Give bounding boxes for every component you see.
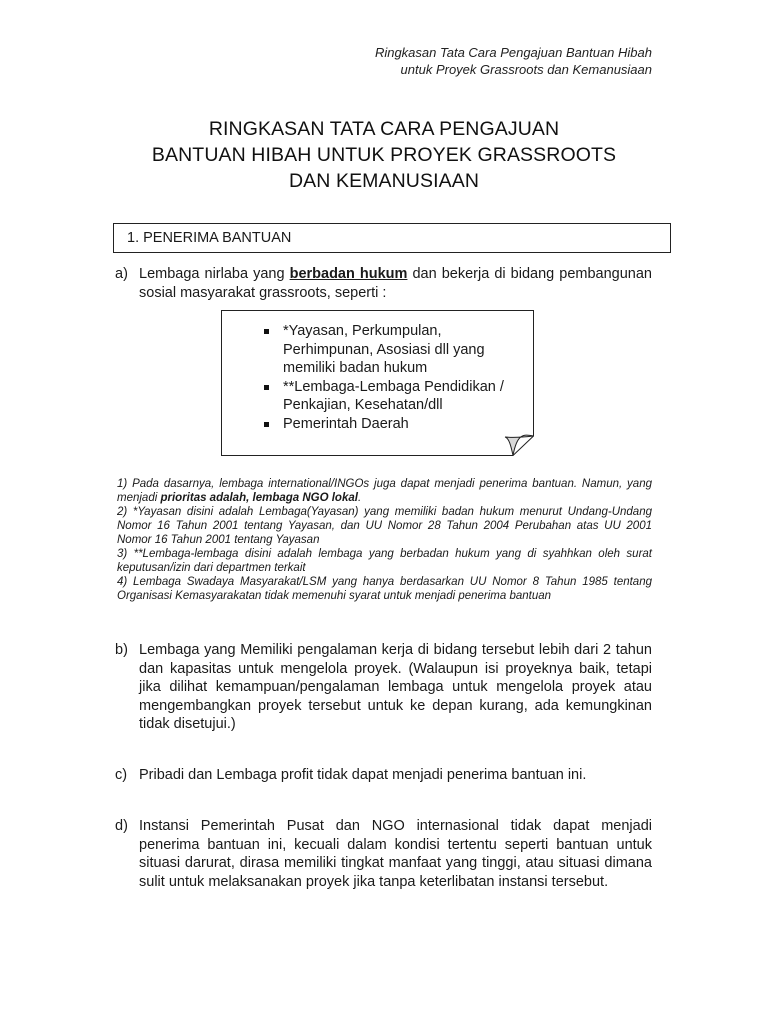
footnote-4: 4) Lembaga Swadaya Masyarakat/LSM yang hanya berdasarkan UU Nomor 8 Tahun 1985 tentang Organisasi Kemasyarakatan tidak memenuhi syarat untuk menjadi penerima bantuan (117, 576, 652, 602)
paragraph-a-marker: a) (115, 266, 128, 282)
footnote-1-text: 1) Pada dasarnya, lembaga international/INGOs juga dapat menjadi penerima bantuan. Namun, yang menjadi (117, 478, 652, 504)
title-line-1: RINGKASAN TATA CARA PENGAJUAN (208, 118, 560, 140)
title-line-3: DAN KEMANUSIAAN (288, 170, 480, 192)
paragraph-a (115, 265, 652, 302)
square-bullet-icon (264, 385, 269, 390)
running-header-line-1: Ringkasan Tata Cara Pengajuan Bantuan Hibah (374, 45, 652, 60)
section-heading-box (113, 223, 671, 253)
paragraph-d-text: Instansi Pemerintah Pusat dan NGO internasional tidak dapat menjadi penerima bantuan ini, kecuali dalam kondisi tertentu seperti bantuan untuk situasi darurat, dirasa memiliki tingkat manfaat yang tinggi, atau situasi dimana sulit untuk melaksanakan proyek jika tanpa keterlibatan instansi tersebut. (139, 818, 652, 890)
paragraph-c-text: Pribadi dan Lembaga profit tidak dapat menjadi penerima bantuan ini. (139, 767, 587, 783)
running-header (375, 44, 652, 78)
footnote-1-emphasis: prioritas adalah, lembaga NGO lokal (160, 492, 358, 504)
list-item (261, 378, 521, 415)
paragraph-b-marker: b) (115, 642, 128, 658)
paragraph-c-marker: c) (115, 767, 128, 783)
running-header-line-2: untuk Proyek Grassroots dan Kemanusiaan (400, 62, 652, 77)
recipient-type-list (261, 322, 521, 433)
list-item-text: **Lembaga-Lembaga Pendidikan / Penkajian, Kesehatan/dll (283, 378, 504, 413)
footnote-2: 2) *Yayasan disini adalah Lembaga(Yayasan) yang memiliki badan hukum menurut Undang-Undang Nomor 16 Tahun 2001 tentang Yayasan, dan UU Nomor 28 Tahun 2004 Perubahan atas UU 2001 Nomor 16 Tahun 2001 tentang Yayasan (117, 506, 652, 546)
title-line-2: BANTUAN HIBAH UNTUK PROYEK GRASSROOTS (151, 144, 617, 166)
list-item (261, 322, 521, 378)
footnote-3: 3) **Lembaga-lembaga disini adalah lembaga yang berbadan hukum yang di syahhkan oleh surat keputusan/izin dari departmen terkait (117, 548, 652, 574)
paragraph-d-marker: d) (115, 818, 128, 834)
paragraph-b (115, 641, 652, 734)
paragraph-a-text-before: Lembaga nirlaba yang (139, 266, 290, 282)
folded-note-box (221, 310, 534, 456)
paragraph-b-text: Lembaga yang Memiliki pengalaman kerja di bidang tersebut lebih dari 2 tahun dan kapasitas untuk mengelola proyek. (Walaupun isi proyeknya baik, tetapi jika dilihat kemampuan/pengalaman lembaga untuk mengelola proyek atau mengembangkan proyek tersebut untuk ke depan kurang, ada kemungkinan tidak disetujui.) (139, 642, 652, 732)
square-bullet-icon (264, 329, 269, 334)
paragraph-a-emphasis: berbadan hukum (289, 266, 408, 282)
square-bullet-icon (264, 422, 269, 427)
document-title (0, 116, 768, 194)
paragraph-d (115, 817, 652, 891)
list-item-text: Pemerintah Daerah (283, 415, 409, 432)
paragraph-c (115, 766, 652, 785)
footnotes (117, 477, 652, 603)
footnote-1 (117, 477, 652, 505)
section-heading-label: 1. PENERIMA BANTUAN (127, 230, 292, 246)
list-item-text: *Yayasan, Perkumpulan, Perhimpunan, Asosiasi dll yang memiliki badan hukum (283, 323, 485, 376)
footnote-1-end: . (357, 492, 362, 504)
list-item (261, 415, 521, 434)
paragraph-a-text-after: dan bekerja di bidang pembangunan sosial masyarakat grassroots, seperti : (139, 266, 652, 301)
